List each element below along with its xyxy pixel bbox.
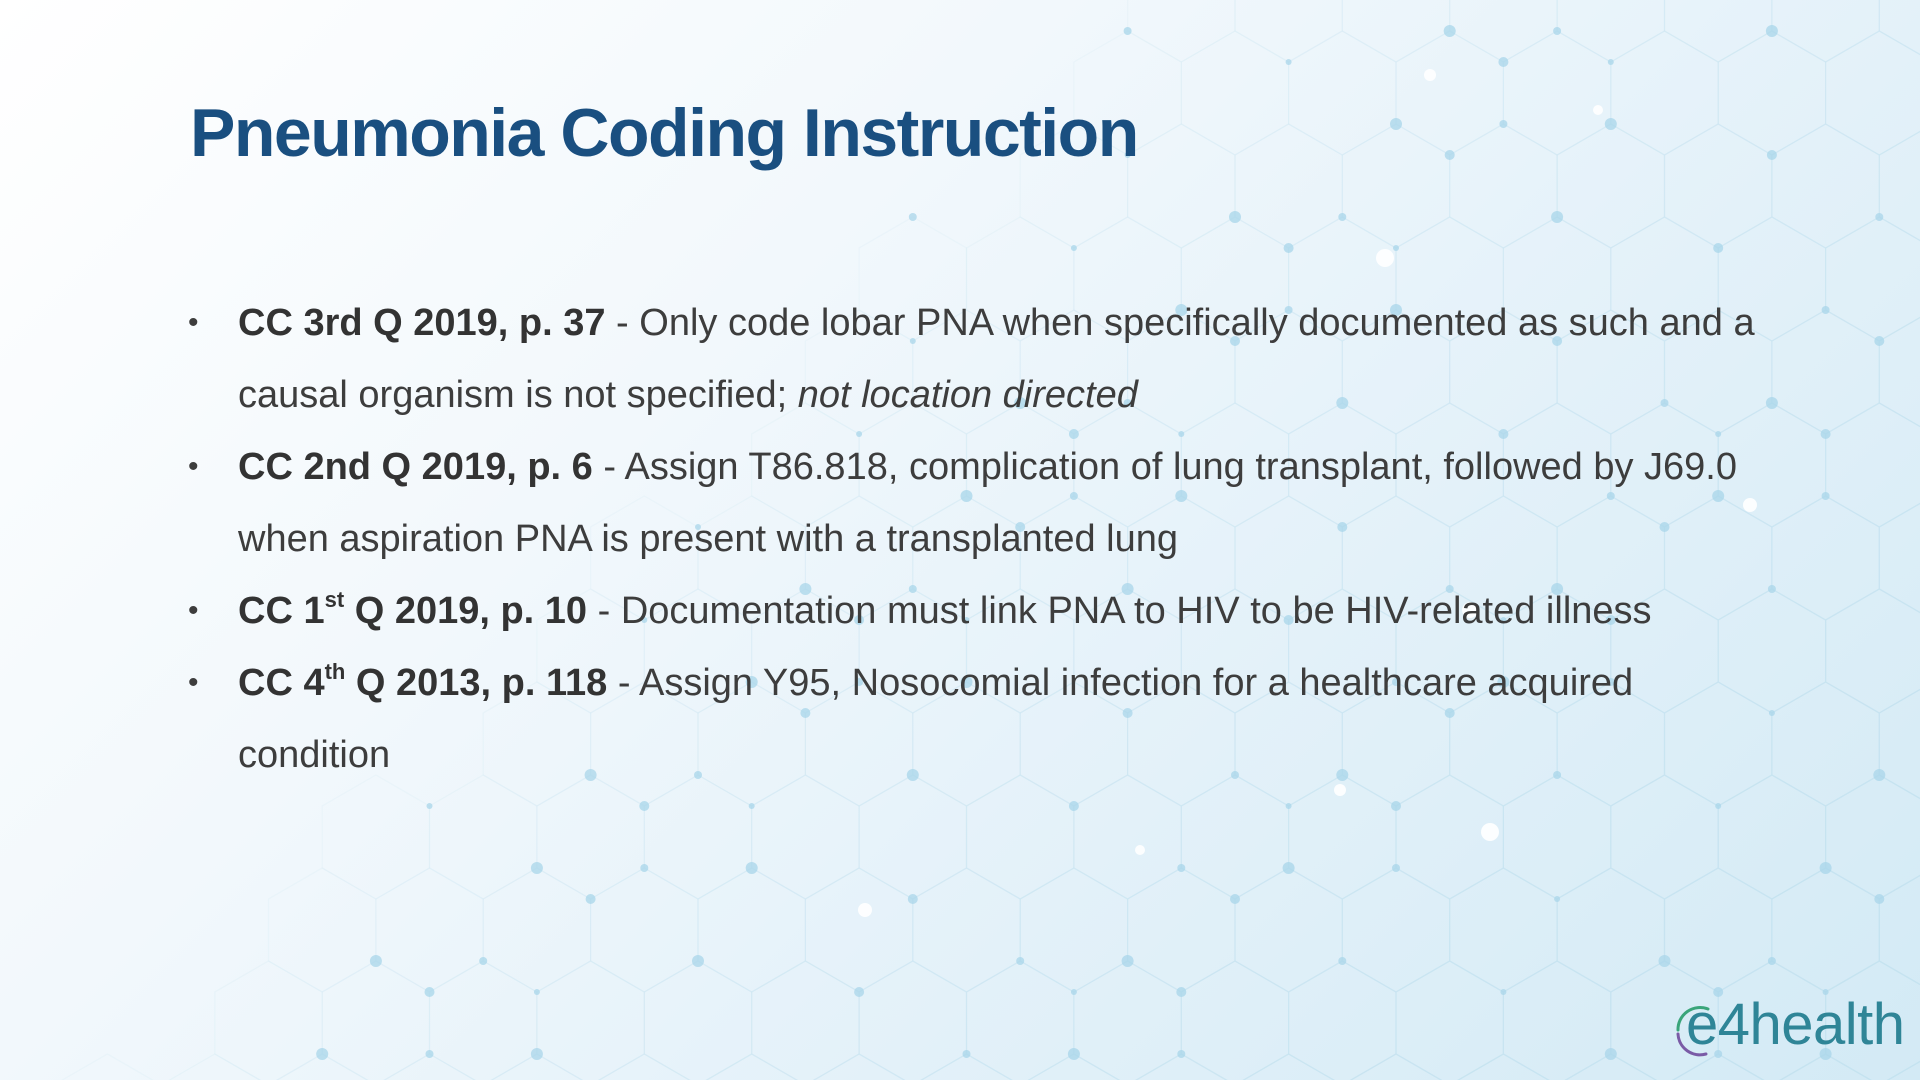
network-hexagon — [430, 961, 537, 1080]
network-hexagon — [1503, 775, 1610, 899]
network-hexagon — [805, 868, 912, 992]
reference-text-continued: Q 2013, p. 118 — [345, 662, 608, 704]
network-hexagon — [1235, 868, 1342, 992]
network-node — [1553, 27, 1561, 35]
network-hexagon — [322, 961, 429, 1080]
network-node — [1498, 57, 1508, 67]
network-hexagon — [1289, 31, 1396, 155]
network-node — [1071, 245, 1077, 251]
network-hexagon — [591, 1054, 698, 1080]
network-hexagon — [1772, 496, 1879, 620]
network-node — [1124, 27, 1132, 35]
bullet-marker: • — [188, 306, 199, 339]
network-node — [1444, 25, 1456, 37]
network-node — [1605, 118, 1617, 130]
network-hexagon — [1665, 0, 1772, 62]
network-hexagon — [967, 775, 1074, 899]
network-node — [1069, 801, 1079, 811]
network-hexagon — [859, 775, 966, 899]
network-node — [1392, 864, 1400, 872]
network-node — [1122, 955, 1134, 967]
network-hexagon — [161, 1054, 268, 1080]
network-node — [1608, 59, 1614, 65]
network-node — [426, 1050, 434, 1058]
logo-wordmark: e4health — [1686, 992, 1905, 1057]
network-hexagon — [1074, 961, 1181, 1080]
network-hexagon — [1772, 682, 1879, 806]
network-node — [316, 1048, 328, 1060]
network-hexagon — [644, 961, 751, 1080]
network-node — [1876, 896, 1882, 902]
network-hexagon — [1235, 1054, 1342, 1080]
bullet-marker: • — [188, 594, 199, 627]
network-hexagon — [591, 868, 698, 992]
instruction-note: not location directed — [797, 374, 1138, 416]
network-hexagon — [1128, 0, 1235, 62]
network-node — [1821, 429, 1831, 439]
network-hexagon — [1342, 124, 1449, 248]
network-node — [531, 862, 543, 874]
network-node — [588, 896, 594, 902]
network-hexagon — [1450, 124, 1557, 248]
reference-text: CC 3rd Q 2019, p. 37 — [238, 302, 606, 344]
network-node — [370, 955, 382, 967]
network-hexagon — [1826, 217, 1920, 341]
bullet-list — [182, 287, 1782, 791]
network-hexagon — [752, 775, 859, 899]
network-hexagon — [1826, 775, 1920, 899]
network-node — [1230, 894, 1240, 904]
network-hexagon — [1074, 775, 1181, 899]
reference-ordinal-suffix: st — [324, 587, 345, 612]
network-node — [1177, 1050, 1185, 1058]
network-hexagon — [698, 868, 805, 992]
network-node — [1390, 118, 1402, 130]
list-item — [182, 647, 1782, 791]
network-hexagon — [537, 961, 644, 1080]
network-hexagon — [698, 1054, 805, 1080]
network-node — [1500, 989, 1506, 995]
network-hexagon — [1611, 775, 1718, 899]
network-hexagon — [1450, 1054, 1557, 1080]
network-hexagon — [859, 961, 966, 1080]
network-node — [1873, 769, 1885, 781]
network-node — [908, 894, 918, 904]
network-node — [1071, 989, 1077, 995]
network-hexagon — [322, 775, 429, 899]
coding-clinic-reference — [238, 587, 588, 632]
network-hexagon — [1181, 961, 1288, 1080]
network-hexagon — [537, 775, 644, 899]
network-node — [1447, 152, 1453, 158]
network-hexagon — [1396, 31, 1503, 155]
network-hexagon — [1826, 31, 1920, 155]
coding-clinic-reference — [238, 446, 593, 488]
network-hexagon — [1235, 0, 1342, 62]
list-item — [182, 287, 1782, 431]
network-hexagon — [1450, 868, 1557, 992]
coding-clinic-reference — [238, 659, 608, 704]
network-node — [1393, 245, 1399, 251]
network-node — [1659, 955, 1671, 967]
network-node — [909, 213, 917, 221]
network-hexagon — [1342, 1054, 1449, 1080]
network-hexagon — [430, 775, 537, 899]
network-hexagon — [1342, 868, 1449, 992]
coding-clinic-reference — [238, 302, 606, 344]
network-hexagon — [1665, 124, 1772, 248]
network-node — [1605, 1048, 1617, 1060]
network-node — [1766, 25, 1778, 37]
network-hexagon — [1826, 589, 1920, 713]
network-node — [1822, 306, 1830, 314]
network-hexagon — [1665, 868, 1772, 992]
network-node — [1338, 213, 1346, 221]
network-hexagon — [1826, 403, 1920, 527]
network-node — [479, 957, 487, 965]
network-node — [1822, 492, 1830, 500]
network-node — [1391, 801, 1401, 811]
network-node — [854, 987, 864, 997]
list-item — [182, 575, 1782, 647]
network-hexagon — [1235, 124, 1342, 248]
network-hexagon — [1557, 0, 1664, 62]
network-hexagon — [1557, 868, 1664, 992]
network-hexagon — [1503, 31, 1610, 155]
bullet-marker: • — [188, 666, 199, 699]
network-hexagon — [215, 961, 322, 1080]
reference-text: CC 1 — [238, 590, 325, 632]
network-hexagon — [1557, 124, 1664, 248]
network-node — [1016, 957, 1024, 965]
network-hexagon — [1718, 31, 1825, 155]
network-hexagon — [1772, 310, 1879, 434]
network-hexagon — [1718, 775, 1825, 899]
network-hexagon — [1450, 0, 1557, 62]
network-hexagon — [269, 868, 376, 992]
instruction-text: - Assign Y95, Nosocomial infection for a healthcare acquired condition — [238, 662, 1634, 776]
reference-text: CC 2nd Q 2019, p. 6 — [238, 446, 593, 488]
network-node — [1176, 987, 1186, 997]
network-node — [1554, 896, 1560, 902]
bullet-marker: • — [188, 450, 199, 483]
network-node — [1715, 803, 1721, 809]
reference-text-continued: Q 2019, p. 10 — [344, 590, 588, 632]
network-hexagon — [1611, 31, 1718, 155]
network-hexagon — [752, 961, 859, 1080]
network-node — [425, 987, 435, 997]
network-hexagon — [1396, 961, 1503, 1080]
network-node — [746, 862, 758, 874]
e4health-logo — [1664, 990, 1904, 1060]
network-hexagon — [1020, 868, 1127, 992]
network-hexagon — [913, 868, 1020, 992]
network-hexagon — [1772, 124, 1879, 248]
network-node — [639, 801, 649, 811]
network-hexagon — [1772, 868, 1879, 992]
network-hexagon — [1181, 31, 1288, 155]
network-node — [1177, 864, 1185, 872]
network-node — [692, 955, 704, 967]
network-node — [427, 803, 433, 809]
list-item — [182, 431, 1782, 575]
network-node — [1713, 243, 1723, 253]
network-node — [1229, 211, 1241, 223]
network-node — [531, 1048, 543, 1060]
network-hexagon — [805, 1054, 912, 1080]
network-hexagon — [967, 961, 1074, 1080]
network-hexagon — [54, 1054, 161, 1080]
network-hexagon — [1772, 0, 1879, 62]
network-node — [1284, 243, 1294, 253]
network-node — [1283, 862, 1295, 874]
network-hexagon — [483, 868, 590, 992]
reference-ordinal-suffix: th — [324, 659, 346, 684]
slide-title: Pneumonia Coding Instruction — [190, 95, 1138, 171]
network-hexagon — [1879, 0, 1920, 62]
network-node — [534, 989, 540, 995]
network-hexagon — [1503, 961, 1610, 1080]
network-node — [1874, 336, 1884, 346]
network-node — [1820, 862, 1832, 874]
network-hexagon — [1128, 124, 1235, 248]
network-hexagon — [1342, 0, 1449, 62]
network-node — [963, 1050, 971, 1058]
network-node — [1286, 59, 1292, 65]
reference-text: CC 4 — [238, 662, 325, 704]
network-hexagon — [1128, 868, 1235, 992]
instruction-text: - Only code lobar PNA when specifically documented as such and a causal organism is not specified; — [238, 302, 1755, 416]
network-hexagon — [1181, 775, 1288, 899]
network-node — [640, 864, 648, 872]
network-hexagon — [376, 868, 483, 992]
network-node — [1767, 150, 1777, 160]
instruction-text: - Documentation must link PNA to HIV to be HIV-related illness — [587, 590, 1652, 632]
network-node — [749, 803, 755, 809]
network-node — [1338, 957, 1346, 965]
network-node — [1875, 213, 1883, 221]
network-hexagon — [1289, 961, 1396, 1080]
network-node — [1499, 120, 1507, 128]
network-node — [1768, 957, 1776, 965]
network-node — [1068, 1048, 1080, 1060]
network-node — [1286, 803, 1292, 809]
network-node — [1551, 211, 1563, 223]
network-hexagon — [644, 775, 751, 899]
instruction-text: - Assign T86.818, complication of lung transplant, followed by J69.0 when aspiration PNA is present with a transplanted lung — [238, 446, 1737, 560]
